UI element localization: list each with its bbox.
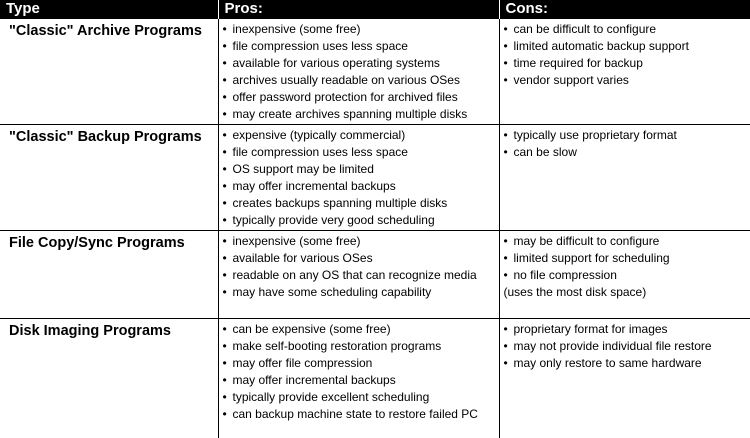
item-text: available for various OSes (233, 251, 373, 265)
item-text: available for various operating systems (233, 56, 440, 70)
list-item: • OS support may be limited (223, 161, 495, 178)
item-text: typically provide excellent scheduling (233, 390, 430, 404)
list-item: • file compression uses less space (223, 38, 495, 55)
list-item: • proprietary format for images (504, 321, 747, 338)
list-item: • typically provide excellent scheduling (223, 389, 495, 406)
item-text: file compression uses less space (233, 145, 408, 159)
header-pros: Pros: (218, 0, 499, 19)
list-item: • may offer incremental backups (223, 178, 495, 195)
list-item: • typically use proprietary format (504, 127, 747, 144)
item-text: may create archives spanning multiple disks (233, 107, 468, 121)
list-item: • vendor support varies (504, 72, 747, 89)
table-row (0, 319, 750, 438)
list-item: • may create archives spanning multiple disks (223, 106, 495, 123)
cons-cell (499, 319, 750, 438)
list-item: • may offer incremental backups (223, 372, 495, 389)
item-text: archives usually readable on various OSes (233, 73, 460, 87)
table-row (0, 19, 750, 125)
row-type-cell: File Copy/Sync Programs (0, 231, 218, 319)
item-text: make self-booting restoration programs (233, 339, 442, 353)
item-text: can be slow (514, 145, 577, 159)
list-item: • make self-booting restoration programs (223, 338, 495, 355)
list-item: • may not provide individual file restore (504, 338, 747, 355)
list-item: • inexpensive (some free) (223, 21, 495, 38)
list-item: • limited support for scheduling (504, 250, 747, 267)
list-item: • can be expensive (some free) (223, 321, 495, 338)
item-text: inexpensive (some free) (233, 22, 361, 36)
item-text: can backup machine state to restore failed PC (233, 407, 478, 421)
header-row (0, 0, 750, 19)
item-text: (uses the most disk space) (504, 285, 647, 299)
item-text: vendor support varies (514, 73, 629, 87)
list-item: • typically provide very good scheduling (223, 212, 495, 229)
item-text: OS support may be limited (233, 162, 374, 176)
list-item: • readable on any OS that can recognize media (223, 267, 495, 284)
item-text: may offer incremental backups (233, 179, 396, 193)
pros-cell (218, 125, 499, 231)
item-text: may offer file compression (233, 356, 373, 370)
list-item: • may be difficult to configure (504, 233, 747, 250)
list-item: • archives usually readable on various OSes (223, 72, 495, 89)
list-item: • may offer file compression (223, 355, 495, 372)
list-item: • can be difficult to configure (504, 21, 747, 38)
item-text: offer password protection for archived files (233, 90, 458, 104)
item-text: readable on any OS that can recognize media (233, 268, 477, 282)
item-text: limited support for scheduling (514, 251, 670, 265)
list-item: • offer password protection for archived files (223, 89, 495, 106)
table-row (0, 231, 750, 319)
list-item: • time required for backup (504, 55, 747, 72)
row-type-cell: "Classic" Backup Programs (0, 125, 218, 231)
item-text: typically provide very good scheduling (233, 213, 435, 227)
list-item: • available for various operating systems (223, 55, 495, 72)
list-item: • can be slow (504, 144, 747, 161)
item-text: proprietary format for images (514, 322, 668, 336)
item-text: expensive (typically commercial) (233, 128, 406, 142)
list-item: • can backup machine state to restore failed PC (223, 406, 495, 423)
list-item: • limited automatic backup support (504, 38, 747, 55)
pros-cell (218, 319, 499, 438)
item-text: can be expensive (some free) (233, 322, 391, 336)
list-item: • expensive (typically commercial) (223, 127, 495, 144)
list-item: • no file compression (504, 267, 747, 284)
item-text: typically use proprietary format (514, 128, 677, 142)
item-text: may offer incremental backups (233, 373, 396, 387)
header-cons: Cons: (499, 0, 750, 19)
pros-cell (218, 231, 499, 319)
row-type-cell: Disk Imaging Programs (0, 319, 218, 438)
item-text: inexpensive (some free) (233, 234, 361, 248)
item-text: can be difficult to configure (514, 22, 657, 36)
item-text: limited automatic backup support (514, 39, 689, 53)
header-type: Type (0, 0, 218, 19)
row-type-cell: "Classic" Archive Programs (0, 19, 218, 125)
list-item: • available for various OSes (223, 250, 495, 267)
cons-cell (499, 19, 750, 125)
list-item: • inexpensive (some free) (223, 233, 495, 250)
list-item: • file compression uses less space (223, 144, 495, 161)
list-item: • creates backups spanning multiple disks (223, 195, 495, 212)
pros-cell (218, 19, 499, 125)
list-item: • may have some scheduling capability (223, 284, 495, 301)
item-text: may be difficult to configure (514, 234, 660, 248)
item-text: creates backups spanning multiple disks (233, 196, 448, 210)
item-text: time required for backup (514, 56, 643, 70)
item-text: may have some scheduling capability (233, 285, 432, 299)
item-text: no file compression (514, 268, 617, 282)
cons-cell (499, 231, 750, 319)
cons-cell (499, 125, 750, 231)
list-item (504, 284, 747, 301)
item-text: file compression uses less space (233, 39, 408, 53)
item-text: may only restore to same hardware (514, 356, 702, 370)
table-row (0, 125, 750, 231)
item-text: may not provide individual file restore (514, 339, 712, 353)
list-item: • may only restore to same hardware (504, 355, 747, 372)
